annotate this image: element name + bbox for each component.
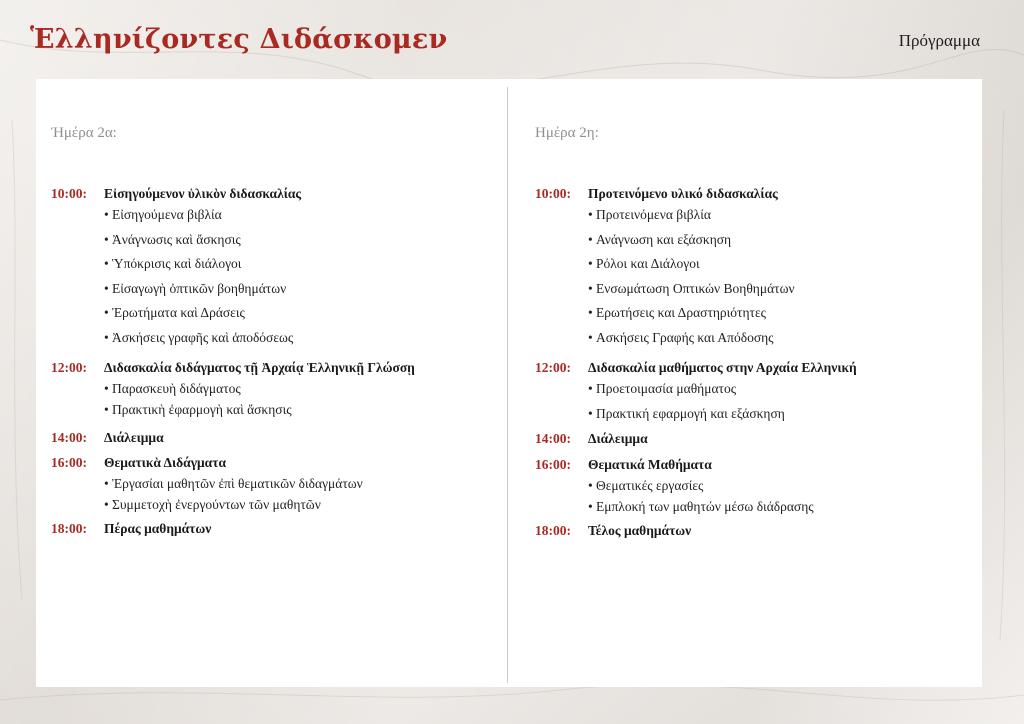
session-title: Διδασκαλία διδάγματος τῇ Ἀρχαίᾳ Ἑλληνικῇ Γλώσσῃ: [104, 360, 415, 375]
bullet-icon: •: [104, 231, 109, 247]
bullet-icon: •: [588, 305, 593, 320]
bullet-icon: •: [104, 402, 109, 417]
session-block: [535, 360, 975, 421]
list-item: • Ερωτήσεις και Δραστηριότητες: [588, 305, 766, 320]
list-item: • Εἰσαγωγὴ ὀπτικῶν βοηθημάτων: [104, 280, 287, 296]
session-time: 14:00:: [51, 430, 87, 445]
bullet-icon: •: [104, 381, 109, 396]
list-item: • Ανάγνωση και εξάσκηση: [588, 231, 732, 247]
session-time: 18:00:: [51, 521, 87, 536]
session-items: [104, 381, 292, 423]
session-time: 14:00:: [535, 431, 571, 446]
session-time: 18:00:: [535, 523, 571, 538]
session-title: Πέρας μαθημάτων: [104, 521, 212, 536]
bullet-icon: •: [104, 329, 109, 345]
session-time: 10:00:: [51, 186, 87, 201]
session-row: [535, 360, 975, 380]
list-item: • Ἀσκήσεις γραφῆς καὶ ἀποδόσεως: [104, 329, 294, 345]
session-row: [535, 523, 975, 543]
list-item: • Συμμετοχὴ ἐνεργούντων τῶν μαθητῶν: [104, 497, 321, 512]
page-title: Ἑλληνίζοντες Διδάσκομεν: [30, 24, 448, 55]
session-time: 12:00:: [535, 360, 571, 375]
bullet-icon: •: [104, 497, 109, 512]
bullet-icon: •: [588, 207, 593, 222]
session-block: [51, 360, 491, 417]
list-item: • Πρακτική εφαρμογή και εξάσκηση: [588, 405, 785, 421]
schedule-sheet: [36, 79, 982, 687]
session-row: [535, 186, 975, 206]
list-item: • Εμπλοκή των μαθητών μέσω διάδρασης: [588, 499, 814, 514]
session-row: [535, 457, 975, 477]
session-block: [535, 186, 975, 345]
session-row: [51, 430, 491, 450]
list-item: • Ἀνάγνωσις καὶ ἄσκησις: [104, 231, 241, 247]
bullet-icon: •: [588, 256, 593, 271]
session-row: [51, 360, 491, 380]
session-block: [535, 431, 975, 451]
bullet-icon: •: [104, 207, 109, 222]
list-item: • Εἰσηγούμενα βιβλία: [104, 207, 222, 222]
list-item: • Παρασκευὴ διδάγματος: [104, 381, 241, 396]
bullet-icon: •: [104, 256, 109, 271]
list-item: • Ἐρωτήματα καὶ Δράσεις: [104, 305, 245, 320]
bullet-icon: •: [588, 499, 593, 514]
session-row: [51, 521, 491, 541]
bullet-icon: •: [104, 280, 109, 296]
session-block: [51, 430, 491, 450]
list-item: • Θεματικές εργασίες: [588, 478, 704, 493]
day-title: Ἡμέρα 2α:: [51, 125, 117, 141]
bullet-icon: •: [588, 231, 593, 247]
session-block: [535, 523, 975, 543]
day-title: Ημέρα 2η:: [535, 125, 599, 141]
list-item: • Ενσωμάτωση Οπτικών Βοηθημάτων: [588, 280, 795, 296]
list-item: • Προτεινόμενα βιβλία: [588, 207, 711, 222]
session-title: Θεματικά Μαθήματα: [588, 457, 712, 472]
session-items: [588, 478, 814, 520]
bullet-icon: •: [588, 280, 593, 296]
session-time: 12:00:: [51, 360, 87, 375]
bullet-icon: •: [588, 478, 593, 493]
list-item: • Πρακτικὴ ἐφαρμογὴ καὶ ἄσκησις: [104, 402, 292, 417]
list-item: • Ασκήσεις Γραφής και Απόδοσης: [588, 329, 774, 345]
session-block: [51, 455, 491, 512]
list-item: • Ἐργασίαι μαθητῶν ἐπὶ θεματικῶν διδαγμάτων: [104, 476, 363, 491]
session-time: 16:00:: [51, 455, 87, 470]
session-title: Προτεινόμενο υλικό διδασκαλίας: [588, 186, 778, 201]
session-title: Διάλειμμα: [104, 430, 164, 445]
page-label: Πρόγραμμα: [898, 31, 980, 50]
session-items: [588, 381, 785, 430]
session-title: Θεματικὰ Διδάγματα: [104, 455, 226, 470]
session-row: [51, 186, 491, 206]
list-item: • Ρόλοι και Διάλογοι: [588, 256, 700, 271]
session-title: Διάλειμμα: [588, 431, 648, 446]
session-time: 10:00:: [535, 186, 571, 201]
list-item: • Ὑπόκρισις καὶ διάλογοι: [104, 256, 242, 271]
session-row: [535, 431, 975, 451]
session-items: [104, 476, 363, 518]
session-row: [51, 455, 491, 475]
session-block: [535, 457, 975, 514]
session-items: [104, 207, 293, 354]
session-block: [51, 186, 491, 345]
session-items: [588, 207, 795, 354]
bullet-icon: •: [104, 305, 109, 320]
column-divider: [507, 87, 508, 683]
session-time: 16:00:: [535, 457, 571, 472]
bullet-icon: •: [588, 329, 593, 345]
session-title: Τέλος μαθημάτων: [588, 523, 692, 538]
session-title: Διδασκαλία μαθήματος στην Αρχαία Ελληνική: [588, 360, 857, 375]
bullet-icon: •: [104, 476, 109, 491]
session-title: Εἰσηγούμενον ὑλικὸν διδασκαλίας: [104, 186, 302, 201]
bullet-icon: •: [588, 405, 593, 421]
list-item: • Προετοιμασία μαθήματος: [588, 381, 737, 396]
bullet-icon: •: [588, 381, 593, 396]
session-block: [51, 521, 491, 541]
